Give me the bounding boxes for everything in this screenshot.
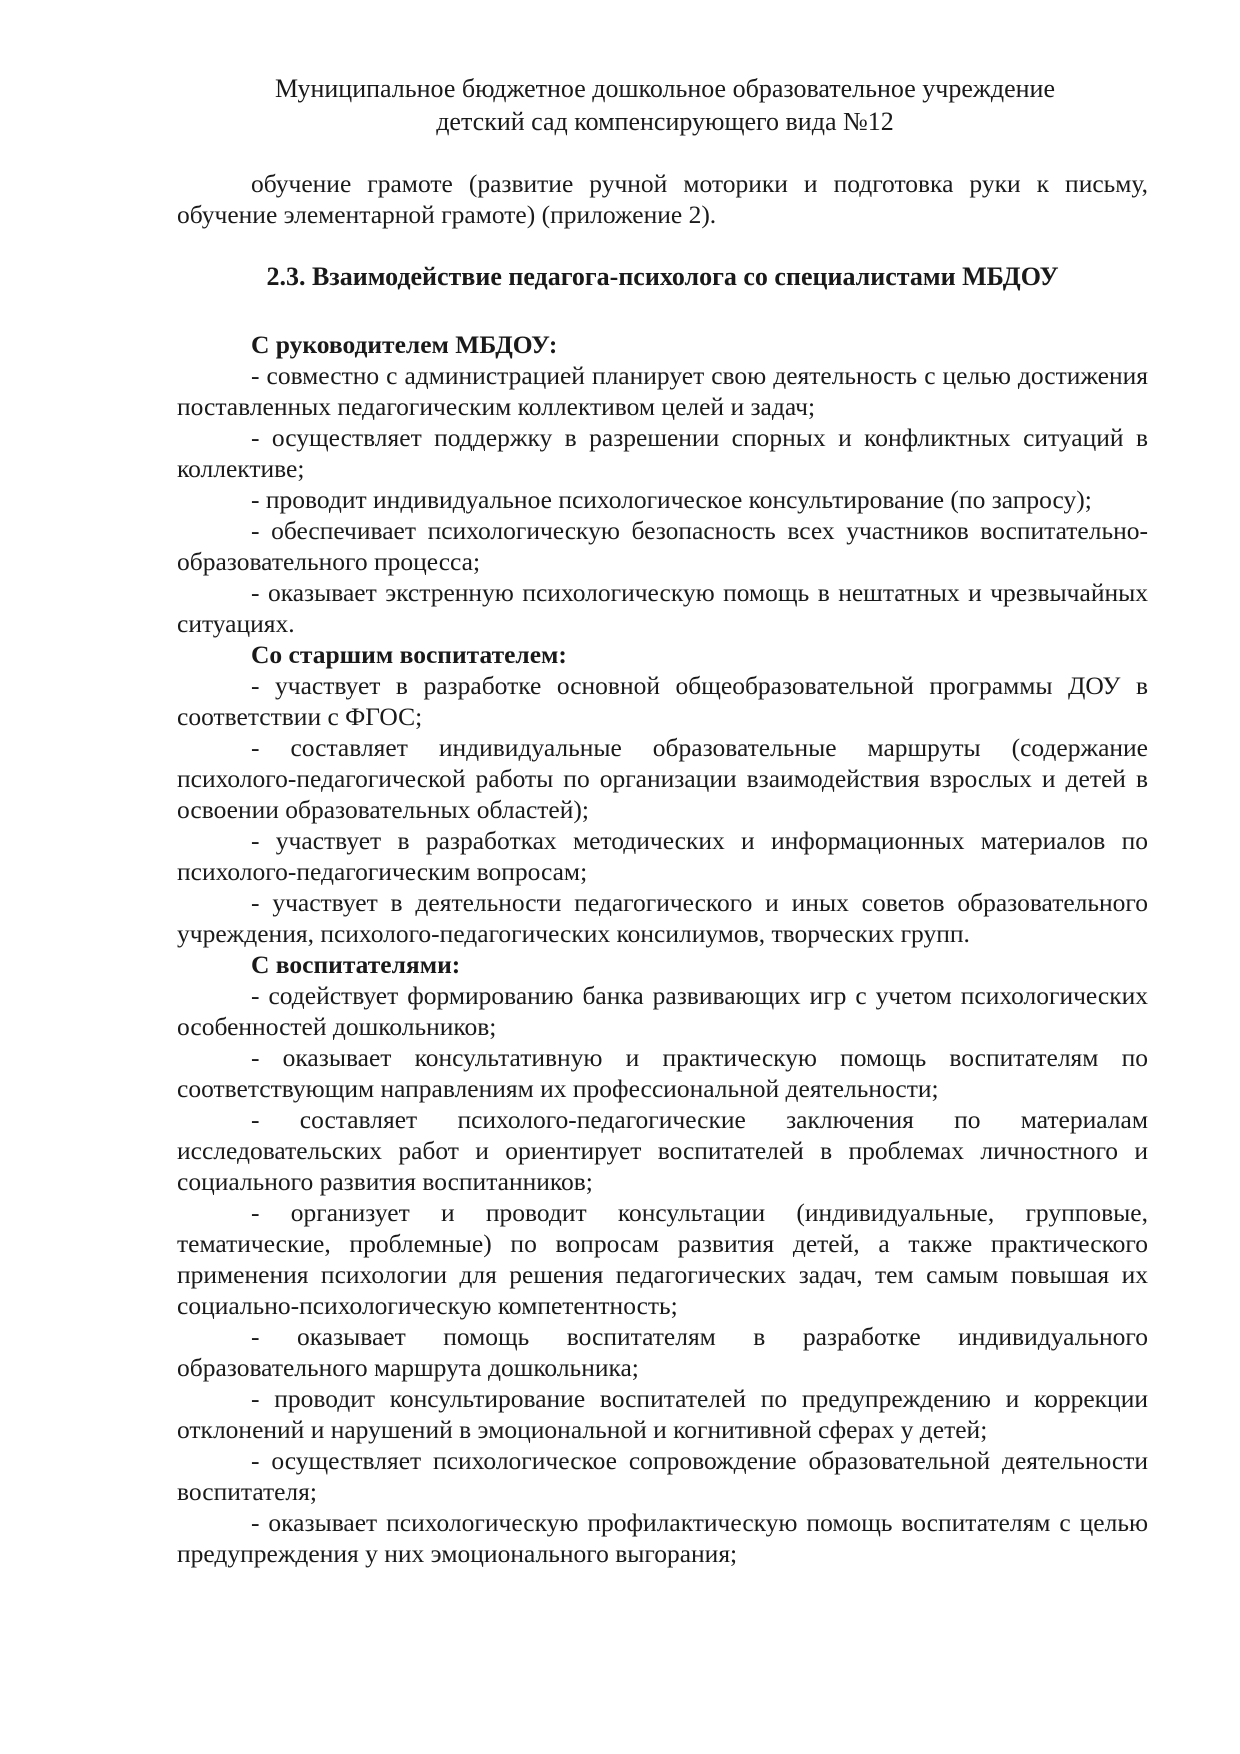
list-item: - составляет психолого-педагогические заключения по материалам исследовательских работ и ориентирует воспитателей в проблемах личностного и социального развития воспитанников; [177, 1105, 1148, 1196]
header-line-1: Муниципальное бюджетное дошкольное образовательное учреждение [275, 74, 1055, 103]
list-item: - оказывает психологическую профилактическую помощь воспитателям с целью предупреждения у них эмоционального выгорания; [177, 1508, 1148, 1568]
institution-header [160, 72, 1170, 138]
group-heading-educators: С воспитателями: [251, 950, 461, 979]
header-line-2: детский сад компенсирующего вида №12 [436, 107, 894, 136]
section-title: 2.3. Взаимодействие педагога-психолога со специалистами МБДОУ [266, 262, 1059, 291]
list-item: - участвует в разработке основной общеобразовательной программы ДОУ в соответствии с ФГОС; [177, 671, 1148, 731]
list-item: - содействует формированию банка развивающих игр с учетом психологических особенностей дошкольников; [177, 981, 1148, 1041]
list-item: - участвует в деятельности педагогического и иных советов образовательного учреждения, психолого-педагогических консилиумов, творческих групп. [177, 888, 1148, 948]
list-item: - оказывает помощь воспитателям в разработке индивидуального образовательного маршрута дошкольника; [177, 1322, 1148, 1382]
list-item: - осуществляет психологическое сопровождение образовательной деятельности воспитателя; [177, 1446, 1148, 1506]
list-item: - оказывает консультативную и практическую помощь воспитателям по соответствующим направлениям их профессиональной деятельности; [177, 1043, 1148, 1103]
group-heading-director: С руководителем МБДОУ: [251, 330, 558, 359]
list-item: - составляет индивидуальные образовательные маршруты (содержание психолого-педагогической работы по организации взаимодействия взрослых и детей в освоении образовательных областей); [177, 733, 1148, 824]
list-item: - организует и проводит консультации (индивидуальные, групповые, тематические, проблемные) по вопросам развития детей, а также практического применения психологии для решения педагогических задач, тем самым повышая их социально-психологическую компетентность; [177, 1198, 1148, 1320]
list-item: - обеспечивает психологическую безопасность всех участников воспитательно-образовательного процесса; [177, 516, 1148, 576]
list-item: - совместно с администрацией планирует свою деятельность с целью достижения поставленных педагогическим коллективом целей и задач; [177, 361, 1148, 421]
intro-paragraph: обучение грамоте (развитие ручной моторики и подготовка руки к письму, обучение элементарной грамоте) (приложение 2). [177, 169, 1148, 229]
list-item: - оказывает экстренную психологическую помощь в нештатных и чрезвычайных ситуациях. [177, 578, 1148, 638]
list-item: - участвует в разработках методических и информационных материалов по психолого-педагогическим вопросам; [177, 826, 1148, 886]
list-item: - осуществляет поддержку в разрешении спорных и конфликтных ситуаций в коллективе; [177, 423, 1148, 483]
document-body [177, 168, 1148, 1569]
group-heading-senior-educator: Со старшим воспитателем: [251, 640, 567, 669]
list-item: - проводит консультирование воспитателей по предупреждению и коррекции отклонений и нарушений в эмоциональной и когнитивной сферах у детей; [177, 1384, 1148, 1444]
list-item: - проводит индивидуальное психологическое консультирование (по запросу); [251, 485, 1092, 514]
